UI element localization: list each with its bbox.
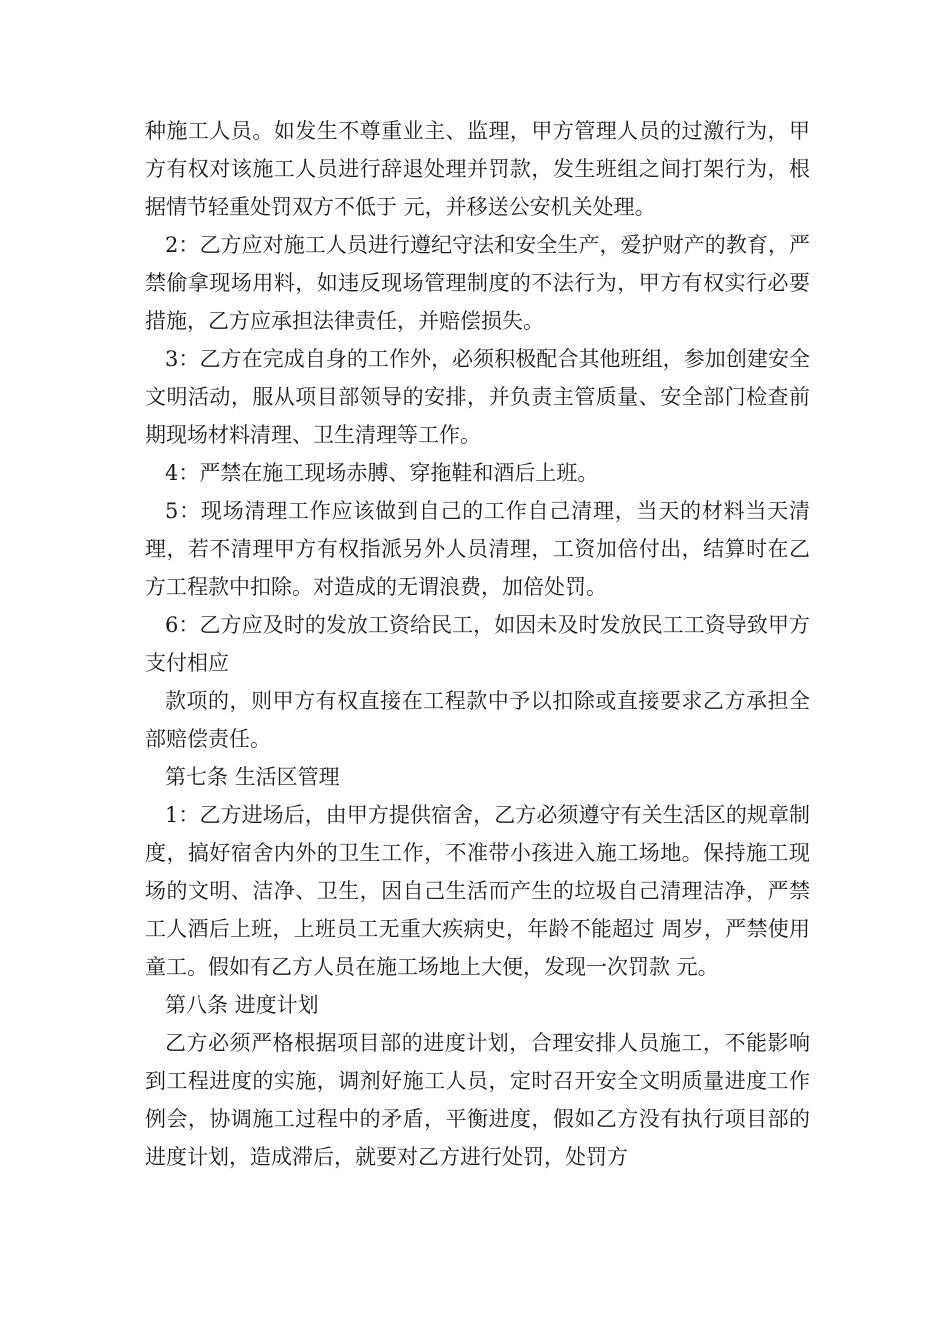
clause-4: 4：严禁在施工现场赤膊、穿拖鞋和酒后上班。 <box>165 461 599 485</box>
paragraph-continuation: 种施工人员。如发生不尊重业主、监理，甲方管理人员的过激行为，甲方有权对该施工人员进行辞退处理并罚款，发生班组之间打架行为，根据情节轻重处罚双方不低于 元，并移送公安机关处理。 <box>145 119 810 219</box>
article-8-body: 乙方必须严格根据项目部的进度计划，合理安排人员施工，不能影响到工程进度的实施，调剂好施工人员，定时召开安全文明质量进度工作例会，协调施工过程中的矛盾，平衡进度，假如乙方没有执行项目部的进度计划，造成滞后，就要对乙方进行处罚，处罚方 <box>145 1031 810 1169</box>
document-body <box>145 112 810 1176</box>
section-heading-article-7: 第七条 生活区管理 <box>165 765 340 789</box>
clause-6: 6：乙方应及时的发放工资给民工，如因未及时发放民工工资导致甲方支付相应 <box>145 613 810 675</box>
article-7-clause-1: 1：乙方进场后，由甲方提供宿舍，乙方必须遵守有关生活区的规章制度，搞好宿舍内外的卫生工作，不准带小孩进入施工场地。保持施工现场的文明、洁净、卫生，因自己生活而产生的垃圾自己清理洁净，严禁工人酒后上班，上班员工无重大疾病史，年龄不能超过 周岁，严禁使用童工。假如有乙方人员在施工场地上大便，发现一次罚款 元。 <box>145 803 810 979</box>
clause-5: 5：现场清理工作应该做到自己的工作自己清理，当天的材料当天清理，若不清理甲方有权指派另外人员清理，工资加倍付出，结算时在乙方工程款中扣除。对造成的无谓浪费，加倍处罚。 <box>145 499 810 599</box>
clause-3: 3：乙方在完成自身的工作外，必须积极配合其他班组，参加创建安全文明活动，服从项目部领导的安排，并负责主管质量、安全部门检查前期现场材料清理、卫生清理等工作。 <box>145 347 810 447</box>
section-heading-article-8: 第八条 进度计划 <box>165 993 319 1017</box>
clause-2: 2：乙方应对施工人员进行遵纪守法和安全生产，爱护财产的教育，严禁偷拿现场用料，如违反现场管理制度的不法行为，甲方有权实行必要措施，乙方应承担法律责任，并赔偿损失。 <box>145 233 810 333</box>
clause-6-continuation: 款项的，则甲方有权直接在工程款中予以扣除或直接要求乙方承担全部赔偿责任。 <box>145 689 810 751</box>
